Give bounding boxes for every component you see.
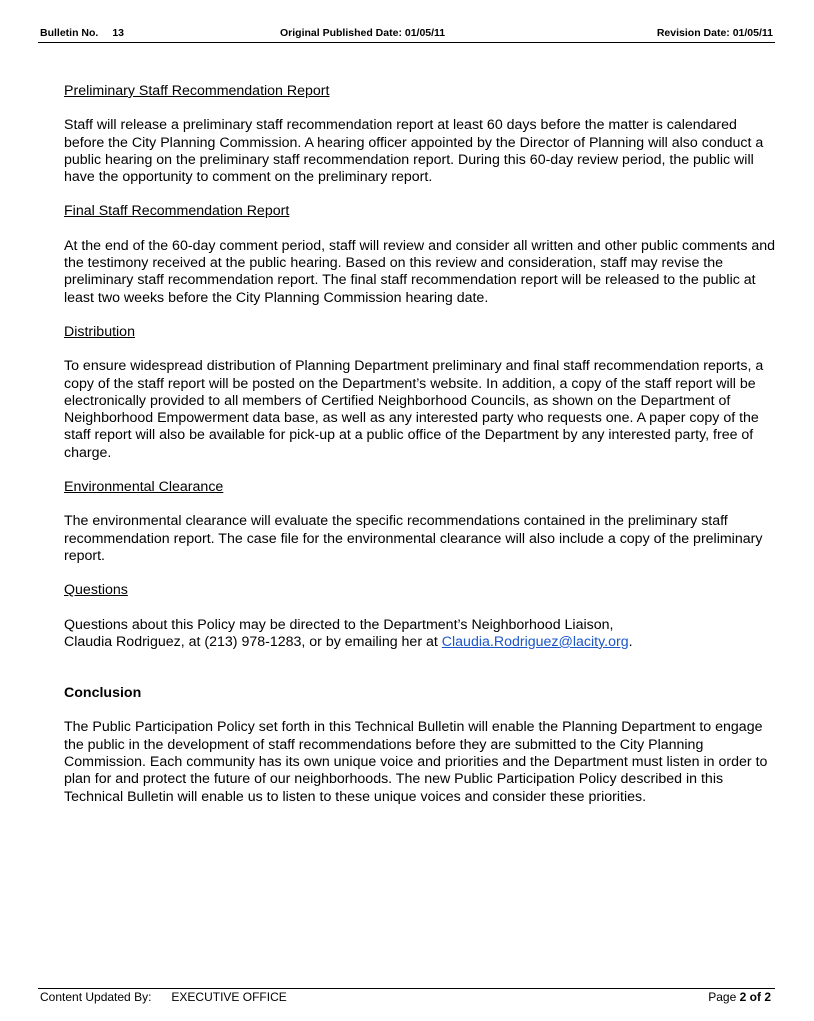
email-link[interactable]: Claudia.Rodriguez@lacity.org xyxy=(441,633,629,650)
section-body-environmental: The environmental clearance will evaluate the specific recommendations contained in the preliminary staff recommendation report. The case file for the environmental clearance will also include a copy of the preliminary report. xyxy=(64,513,763,564)
revision-date: Revision Date: 01/05/11 xyxy=(656,27,773,39)
document-body xyxy=(64,83,778,806)
section-heading-questions: Questions xyxy=(64,582,128,599)
bulletin-number xyxy=(40,27,124,39)
section-heading-conclusion: Conclusion xyxy=(64,685,142,702)
bulletin-number-value: 13 xyxy=(112,27,125,39)
section-body-preliminary: Staff will release a preliminary staff recommendation report at least 60 days before the matter is calendared before the City Planning Commission. A hearing officer appointed by the Director of Planning will also conduct a public hearing on the preliminary staff recommendation report. During this 60-day review period, the public will have the opportunity to comment on the preliminary report. xyxy=(64,117,764,186)
section-heading-final: Final Staff Recommendation Report xyxy=(64,203,290,220)
original-published-date: Original Published Date: 01/05/11 xyxy=(280,27,446,39)
section-body-questions xyxy=(64,617,778,652)
page-number xyxy=(708,990,771,1004)
section-body-final: At the end of the 60-day comment period, staff will review and consider all written and other public comments and the testimony received at the public hearing. Based on this review and consideration, staff may revise the preliminary staff recommendation report. The final staff recommendation report will be released to the public at least two weeks before the City Planning Commission hearing date. xyxy=(64,237,776,306)
content-updated-by xyxy=(40,990,287,1004)
page-of: of xyxy=(749,990,761,1004)
section-body-distribution: To ensure widespread distribution of Planning Department preliminary and final staff recommendation reports, a copy of the staff report will be posted on the Department’s website. In addition, a copy of the staff report will be electronically provided to all members of Certified Neighborhood Councils, as shown on the Department of Neighborhood Empowerment data base, as well as any interested party who requests one. A paper copy of the staff report will also be available for pick-up at a public office of the Department by any interested party, free of charge. xyxy=(64,358,764,461)
page-current: 2 xyxy=(739,990,747,1004)
page-label: Page xyxy=(708,990,737,1004)
section-heading-environmental: Environmental Clearance xyxy=(64,479,224,496)
page-header xyxy=(38,26,775,43)
bulletin-label: Bulletin No. xyxy=(40,27,99,39)
section-heading-distribution: Distribution xyxy=(64,323,135,340)
questions-line-1: Questions about this Policy may be directed to the Department’s Neighborhood Liaison, xyxy=(64,616,614,633)
section-heading-preliminary: Preliminary Staff Recommendation Report xyxy=(64,83,330,99)
updated-by-label: Content Updated By: xyxy=(40,990,152,1004)
section-body-conclusion: The Public Participation Policy set forth in this Technical Bulletin will enable the Planning Department to engage the public in the development of staff recommendations before they are submitted to the City Planning Commission. Each community has its own unique voice and priorities and the Department must listen in order to plan for and protect the future of our neighborhoods. The new Public Participation Policy described in this Technical Bulletin will enable us to listen to these unique voices and consider these priorities. xyxy=(64,719,768,805)
page-footer xyxy=(38,988,775,1005)
questions-line-2-prefix: Claudia Rodriguez, at (213) 978-1283, or by emailing her at xyxy=(64,633,442,650)
updated-by-value: EXECUTIVE OFFICE xyxy=(171,990,287,1004)
questions-line-2-suffix: . xyxy=(628,633,633,650)
page-total: 2 xyxy=(764,990,771,1004)
